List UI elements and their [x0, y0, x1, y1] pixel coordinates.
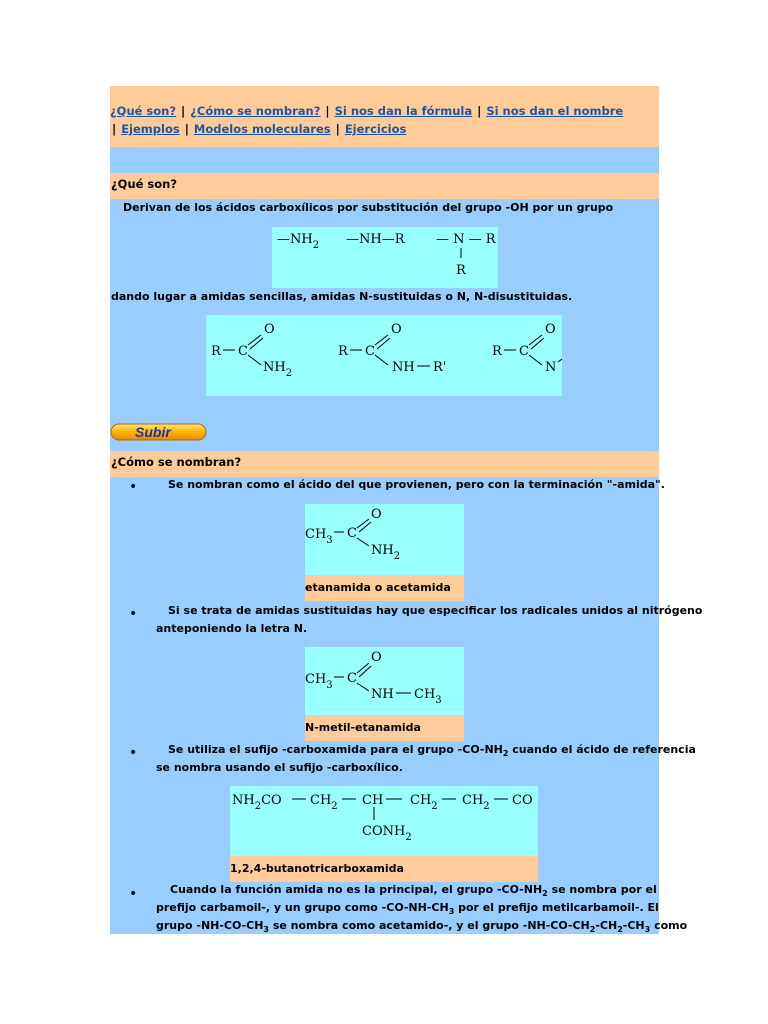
bullet-4-text-line-2: prefijo carbamoil-, y un grupo como $-CO-NH-CH_3$ por el prefijo metilcarbamoil-. El [156, 901, 659, 917]
svg-text:NH2: $NH_2$ [263, 360, 293, 379]
group-n-r: — N — R [436, 232, 496, 247]
etanamida-caption: etanamida o acetamida [305, 575, 464, 601]
svg-text:C: C [347, 671, 357, 686]
svg-text:O: O [545, 322, 556, 337]
svg-text:CO: CO [512, 793, 533, 808]
nav-separator: | [181, 104, 186, 118]
svg-text:R: R [492, 344, 502, 359]
section-heading-que-son: ¿Qué son? [110, 173, 659, 199]
example-n-metil-etanamida [305, 647, 464, 741]
nav-row-2 [110, 122, 406, 136]
bullet-2-text-line-1: Si se trata de amidas sustituidas hay que especificar los radicales unidos al nitrógeno [168, 604, 703, 617]
bullet-2-text-line-2: anteponiendo la letra N. [156, 622, 308, 635]
nav-link-ejercicios[interactable]: Ejercicios [344, 122, 407, 136]
document-page [110, 86, 703, 935]
svg-text:CH2: $CH_2$ [310, 793, 338, 812]
svg-text:O: O [371, 507, 382, 522]
svg-text:C: C [347, 526, 357, 541]
bullet-4-text-line-1: Cuando la función amida no es la principal, el grupo $-CO-NH_2$ se nombra por el [170, 883, 657, 899]
svg-text:CH3: $CH_3$ [414, 687, 442, 706]
que-son-after-text: dando lugar a amidas sencillas, amidas N-sustituidas o N, N-disustituidas. [111, 290, 573, 303]
nav-separator: | [335, 122, 340, 136]
svg-text:NH2: $NH_2$ [371, 543, 401, 562]
svg-text:R': R' [433, 360, 447, 375]
group-n-r-lower-r: R [456, 263, 466, 278]
nav-link-si-nos-dan-el-nombre[interactable]: Si nos dan el nombre [486, 104, 624, 118]
amide-types-diagram [206, 315, 562, 396]
bullet-3-text-line-1: Se utiliza el sufijo -carboxamida para el grupo $-CO-NH_2$ cuando el ácido de referencia [168, 743, 696, 759]
nav-separator: | [477, 104, 482, 118]
svg-text:NH: NH [371, 687, 394, 702]
nav-bar [110, 86, 659, 147]
svg-text:C: C [519, 344, 529, 359]
nav-separator: | [112, 122, 117, 136]
bullet-4-text-line-3: grupo $-NH-CO-CH_3$ se nombra como acetamido-, y el grupo $-NH-CO-CH_2-CH_2-CH_3$ como [156, 919, 688, 935]
nav-link-que-son[interactable]: ¿Qué son? [110, 104, 177, 118]
nav-link-ejemplos[interactable]: Ejemplos [121, 122, 180, 136]
que-son-intro-text: Derivan de los ácidos carboxílicos por substitución del grupo -OH por un grupo [123, 201, 614, 214]
svg-text:O: O [391, 322, 402, 337]
svg-text:O: O [371, 650, 382, 665]
subir-label: Subir [135, 424, 171, 440]
svg-text:CH3: $CH_3$ [305, 672, 333, 691]
svg-text:NH: NH [392, 360, 415, 375]
nav-link-modelos-moleculares[interactable]: Modelos moleculares [193, 122, 331, 136]
svg-text:CH: CH [362, 793, 384, 808]
svg-text:CH3: $CH_3$ [305, 527, 333, 546]
n-n-disubstituted-amide-structure [492, 322, 562, 375]
n-metil-etanamida-caption: N-metil-etanamida [305, 715, 464, 741]
simple-amide-structure [211, 322, 292, 379]
n-substituted-amide-structure [338, 322, 446, 375]
svg-text:CH2: $CH_2$ [410, 793, 438, 812]
section-heading-como-se-nombran: ¿Cómo se nombran? [110, 451, 659, 477]
svg-text:NH2CO: $NH_2CO$ [232, 793, 282, 812]
group-nh2: $—NH_2$ [277, 232, 320, 251]
svg-text:O: O [264, 322, 275, 337]
subir-button[interactable] [110, 422, 207, 442]
nav-link-como-se-nombran[interactable]: ¿Cómo se nombran? [190, 104, 321, 118]
bullet-2-marker: • [129, 606, 138, 622]
bullet-3-text-line-2: se nombra usando el sufijo -carboxílico. [156, 761, 403, 774]
nav-separator: | [184, 122, 189, 136]
svg-text:C: C [238, 344, 248, 359]
svg-text:C: C [365, 344, 375, 359]
svg-text:R: R [338, 344, 348, 359]
svg-text:CONH2: $CONH_2$ [362, 824, 412, 843]
substituent-groups-formula [272, 227, 498, 288]
nav-link-si-nos-dan-la-formula[interactable]: Si nos dan la fórmula [334, 104, 473, 118]
svg-text:N: N [545, 360, 557, 375]
bullet-3-marker: • [129, 745, 138, 761]
butanotricarboxamida-caption: 1,2,4-butanotricarboxamida [230, 856, 538, 882]
example-butanotricarboxamida [230, 786, 538, 882]
bullet-4-marker: • [129, 886, 138, 902]
svg-text:R: R [211, 344, 221, 359]
bullet-1-marker: • [129, 479, 138, 495]
nav-separator: | [325, 104, 330, 118]
bullet-1-text: Se nombran como el ácido del que provienen, pero con la terminación "-amida". [168, 478, 665, 491]
example-etanamida [305, 504, 464, 601]
svg-text:CH2: $CH_2$ [462, 793, 490, 812]
nav-row-1 [110, 104, 623, 118]
group-nh-r: —NH—R [346, 232, 405, 247]
